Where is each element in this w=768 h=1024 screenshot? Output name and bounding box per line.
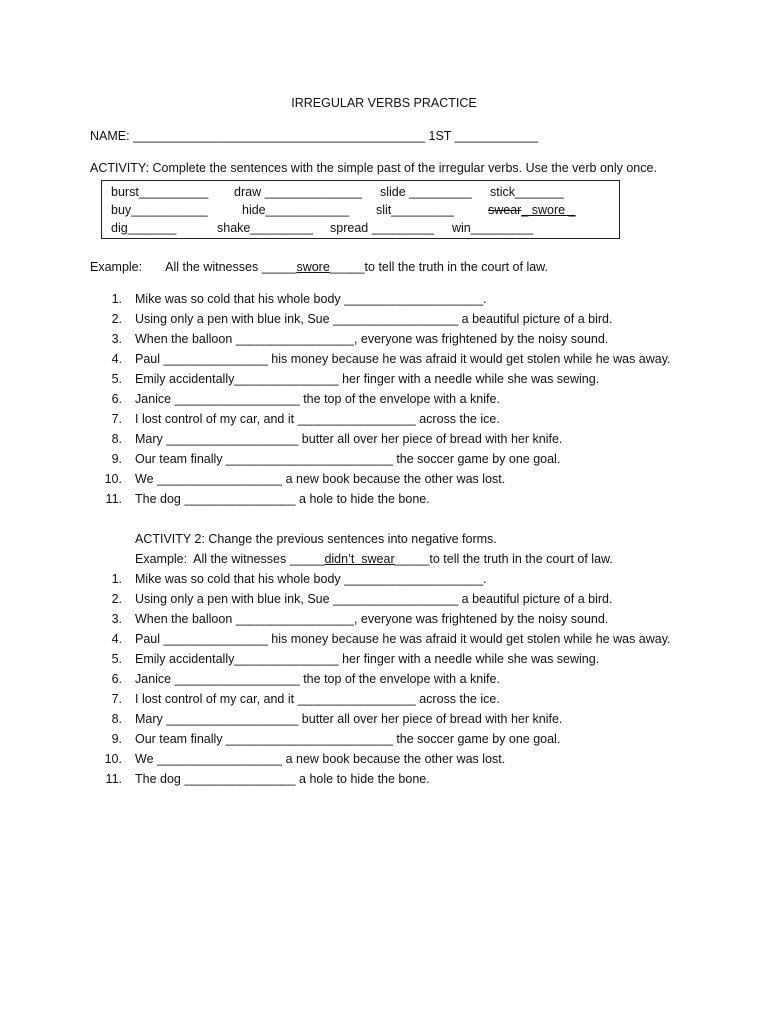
list-number: 9. [111, 732, 122, 746]
word-bank-item: burst__________ [111, 185, 209, 199]
example-label: Example: [90, 260, 143, 274]
word-bank-item: hide____________ [242, 203, 350, 217]
list-number: 10. [104, 752, 122, 766]
sentence-item: We __________________ a new book because the other was lost. [135, 472, 506, 486]
sentence-item: Emily accidentally_______________ her finger with a needle while she was sewing. [135, 652, 600, 666]
struck-word: swear [488, 203, 522, 217]
list-number: 9. [111, 452, 122, 466]
list-number: 6. [111, 672, 122, 686]
list-number: 10. [104, 472, 122, 486]
sentence-item: When the balloon _________________, everyone was frightened by the noisy sound. [135, 332, 609, 346]
example-before: All the witnesses _____ [165, 260, 297, 274]
example-answer: didn’t swear [324, 552, 395, 566]
example-after: _____to tell the truth in the court of law. [329, 260, 548, 274]
page-title: IRREGULAR VERBS PRACTICE [291, 96, 477, 110]
list-number: 4. [111, 352, 122, 366]
list-number: 5. [111, 372, 122, 386]
sentence-item: Janice __________________ the top of the envelope with a knife. [135, 672, 500, 686]
word-bank-box [101, 180, 620, 239]
word-bank-item: win_________ [452, 221, 534, 235]
word-bank-item: slide _________ [380, 185, 472, 199]
example-answer: swore [296, 260, 330, 274]
list-number: 11. [105, 492, 122, 506]
list-number: 3. [111, 332, 122, 346]
example1 [90, 259, 548, 275]
sentence-item: Mike was so cold that his whole body ____________________. [135, 572, 487, 586]
activity2-instruction: ACTIVITY 2: Change the previous sentences into negative forms. [135, 532, 497, 546]
list-number: 3. [111, 612, 122, 626]
name-line: NAME: __________________________________________ 1ST ____________ [90, 129, 539, 143]
list-number: 6. [111, 392, 122, 406]
list-number: 1. [111, 572, 122, 586]
word-bank-item: spread _________ [330, 221, 435, 235]
sentence-item: Our team finally ________________________ the soccer game by one goal. [135, 732, 561, 746]
list-number: 4. [111, 632, 122, 646]
sentence-item: Mary ___________________ butter all over her piece of bread with her knife. [135, 712, 563, 726]
sentence-item: Using only a pen with blue ink, Sue __________________ a beautiful picture of a bird. [135, 312, 613, 326]
sentence-item: Paul _______________ his money because he was afraid it would get stolen while he was away. [135, 632, 671, 646]
list-number: 8. [111, 712, 122, 726]
example-before: All the witnesses _____ [193, 552, 325, 566]
word-bank-item: slit_________ [376, 203, 454, 217]
sentence-item: Using only a pen with blue ink, Sue __________________ a beautiful picture of a bird. [135, 592, 613, 606]
list-number: 8. [111, 432, 122, 446]
word-bank-item: draw ______________ [234, 185, 362, 199]
sentence-item: Our team finally ________________________ the soccer game by one goal. [135, 452, 561, 466]
list-number: 5. [111, 652, 122, 666]
sentence-item: I lost control of my car, and it _________________ across the ice. [135, 412, 500, 426]
sentence-item: We __________________ a new book because the other was lost. [135, 752, 506, 766]
list-number: 7. [111, 692, 122, 706]
sentence-item: The dog ________________ a hole to hide the bone. [135, 772, 430, 786]
example-after: _____to tell the truth in the court of law. [394, 552, 613, 566]
sentence-item: Mike was so cold that his whole body ____________________. [135, 292, 487, 306]
sentence-item: The dog ________________ a hole to hide the bone. [135, 492, 430, 506]
sentence-item: Paul _______________ his money because he was afraid it would get stolen while he was away. [135, 352, 671, 366]
sentence-item: I lost control of my car, and it _________________ across the ice. [135, 692, 500, 706]
sentence-item: Emily accidentally_______________ her finger with a needle while she was sewing. [135, 372, 600, 386]
list-number: 7. [111, 412, 122, 426]
sentence-item: When the balloon _________________, everyone was frightened by the noisy sound. [135, 612, 609, 626]
example2 [135, 551, 613, 567]
word-bank-item-used [488, 202, 576, 218]
activity1-instruction: ACTIVITY: Complete the sentences with the simple past of the irregular verbs. Use the verb only once. [90, 161, 657, 175]
word-bank-item: buy___________ [111, 203, 208, 217]
list-number: 1. [111, 292, 122, 306]
word-bank-item: stick_______ [490, 185, 564, 199]
list-number: 2. [111, 312, 122, 326]
word-bank-item: dig_______ [111, 221, 177, 235]
list-number: 2. [111, 592, 122, 606]
example-answer-word: _ swore _ [521, 203, 576, 217]
example-label: Example: [135, 552, 188, 566]
word-bank-item: shake_________ [217, 221, 313, 235]
list-number: 11. [105, 772, 122, 786]
sentence-item: Mary ___________________ butter all over her piece of bread with her knife. [135, 432, 563, 446]
sentence-item: Janice __________________ the top of the envelope with a knife. [135, 392, 500, 406]
